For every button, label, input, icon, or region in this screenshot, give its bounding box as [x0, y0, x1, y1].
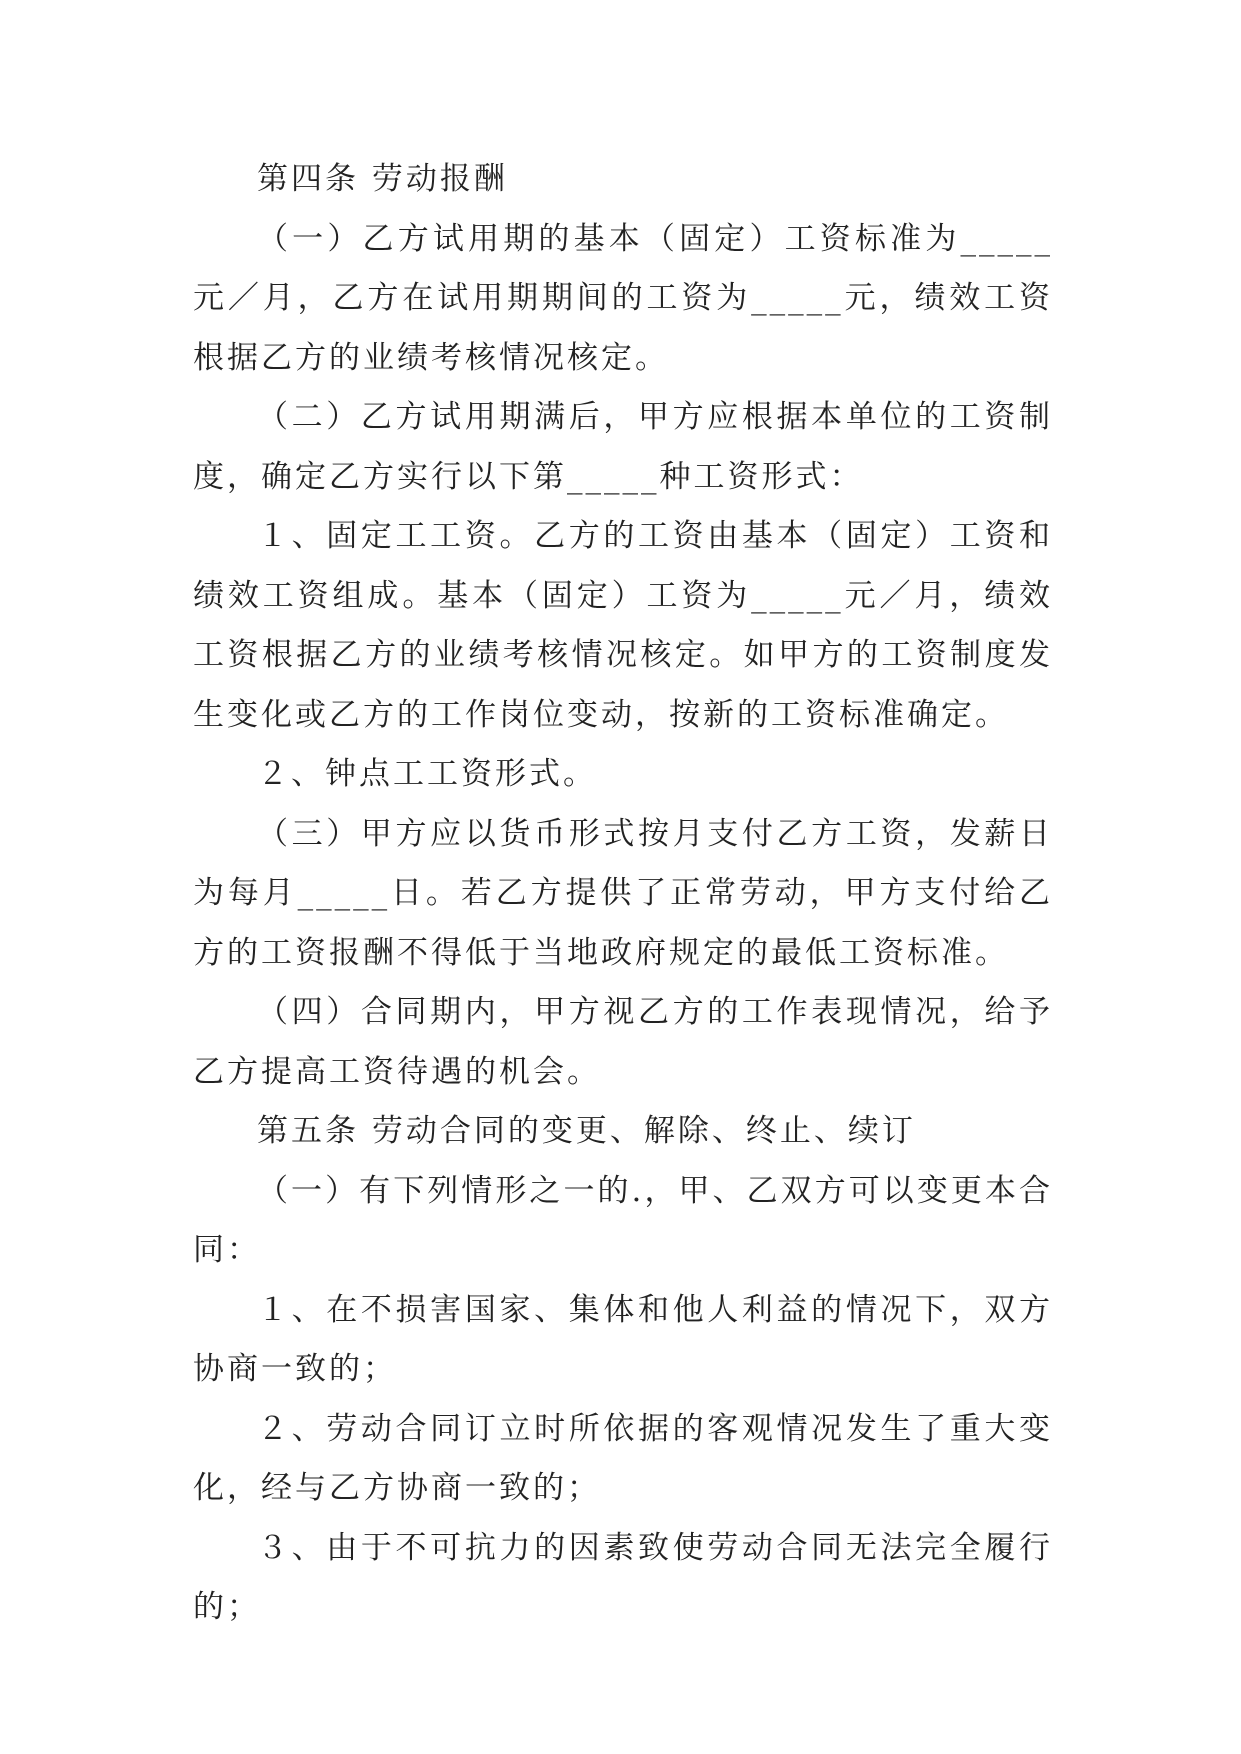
document-body	[193, 150, 1053, 1638]
article-5-clause-1-item-3: ３、由于不可抗力的因素致使劳动合同无法完全履行的；	[193, 1529, 1053, 1625]
article-4-clause-4: （四）合同期内，甲方视乙方的工作表现情况，给予乙方提高工资待遇的机会。	[193, 994, 1053, 1090]
article-5-clause-1: （一）有下列情形之一的.，甲、乙双方可以变更本合同：	[193, 1172, 1053, 1268]
article-5-clause-1-item-1: １、在不损害国家、集体和他人利益的情况下，双方协商一致的；	[193, 1291, 1053, 1387]
article-4-clause-2: （二）乙方试用期满后，甲方应根据本单位的工资制度，确定乙方实行以下第_____种工资形式：	[193, 399, 1053, 495]
article-4-heading: 第四条 劳动报酬	[257, 161, 508, 197]
article-4-clause-3: （三）甲方应以货币形式按月支付乙方工资，发薪日为每月_____日。若乙方提供了正常劳动，甲方支付给乙方的工资报酬不得低于当地政府规定的最低工资标准。	[193, 815, 1053, 971]
article-4-clause-2-item-2: ２、钟点工工资形式。	[257, 756, 597, 792]
article-5-heading: 第五条 劳动合同的变更、解除、终止、续订	[257, 1113, 916, 1149]
article-4-clause-2-item-1: １、固定工工资。乙方的工资由基本（固定）工资和绩效工资组成。基本（固定）工资为_____元／月，绩效工资根据乙方的业绩考核情况核定。如甲方的工资制度发生变化或乙方的工作岗位变动，按新的工资标准确定。	[193, 518, 1053, 733]
article-4-clause-1: （一）乙方试用期的基本（固定）工资标准为_____元／月，乙方在试用期期间的工资为_____元，绩效工资根据乙方的业绩考核情况核定。	[193, 220, 1053, 376]
article-5-clause-1-item-2: ２、劳动合同订立时所依据的客观情况发生了重大变化，经与乙方协商一致的；	[193, 1410, 1053, 1506]
